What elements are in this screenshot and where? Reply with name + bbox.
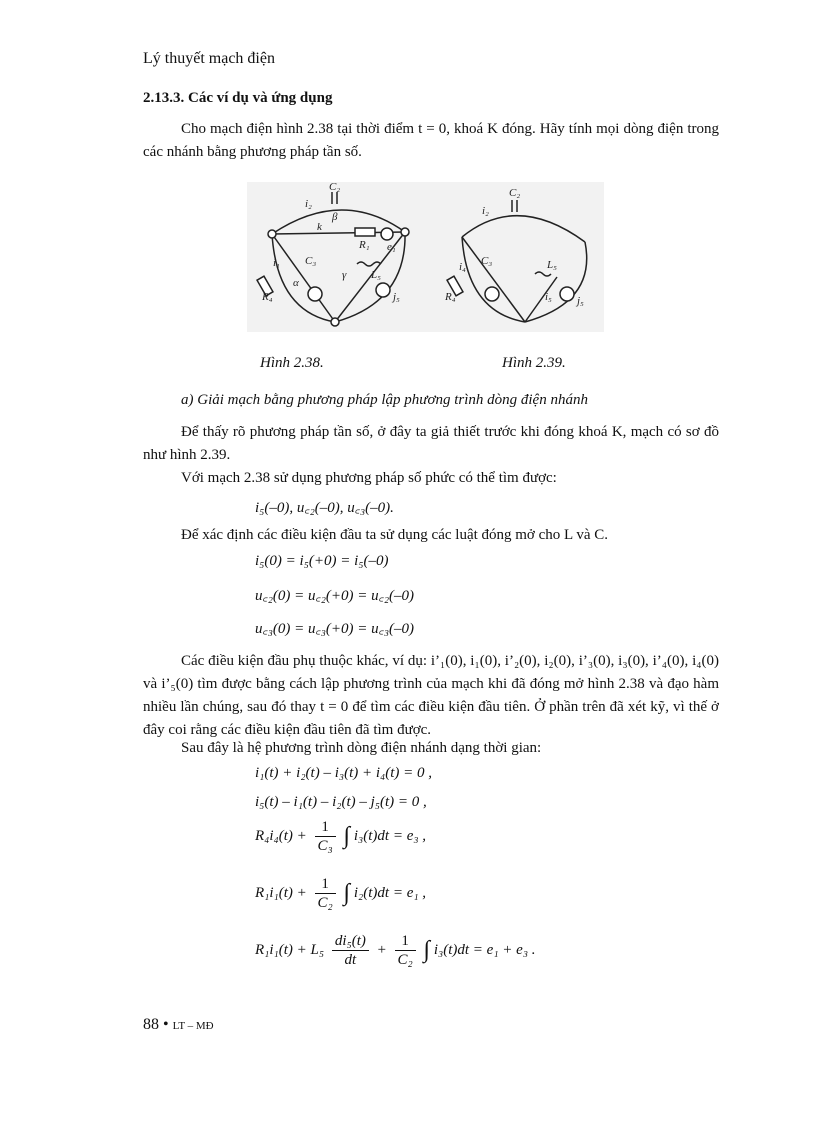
eq4-fraction [315, 875, 336, 912]
intro-paragraph: Cho mạch điện hình 2.38 tại thời điểm t = 0, khoá K đóng. Hãy tính mọi dòng điện trong các nhánh bằng phương pháp tần số. [143, 121, 719, 160]
eq5-derivative [332, 932, 369, 969]
figure-2-39 [447, 200, 587, 322]
eq4-rhs: i₂(t)dt = e₁ , [353, 884, 427, 901]
label-i2: i₂ [305, 198, 312, 210]
eq5-numerator: 1 [395, 932, 416, 951]
label-r1: R₁ [359, 239, 370, 251]
section-title: 2.13.3. Các ví dụ và ứng dụng [143, 90, 333, 106]
label-alpha: α [293, 277, 299, 289]
circuit-diagrams [247, 182, 604, 332]
system-eq-5 [255, 932, 536, 969]
label-k: k [317, 221, 322, 233]
eq5-lhs: R₁i₁(t) + L₅ [255, 941, 325, 958]
caption-fig-2-39: Hình 2.39. [502, 355, 566, 371]
eq5-fraction [395, 932, 416, 969]
label-l5: L₅ [371, 269, 381, 281]
eq5-denominator: C₂ [397, 952, 413, 968]
eq3-numerator: 1 [315, 818, 336, 837]
eq3-lhs: R₄i₄(t) + [255, 827, 307, 844]
eq-uc2: u꜀₂(0) = u꜀₂(+0) = u꜀₂(–0) [255, 588, 415, 604]
label-r4: R₄ [262, 291, 273, 303]
eq3-rhs: i₃(t)dt = e₃ , [353, 827, 427, 844]
eq3-denominator: C₃ [317, 838, 333, 854]
label-c2: C₂ [329, 182, 341, 193]
paragraph-3: Để xác định các điều kiện đầu ta sử dụng các luật đóng mở cho L và C. [181, 527, 609, 543]
integral-sign: ∫ [343, 880, 351, 906]
label-r4-b: R₄ [445, 291, 456, 303]
label-c3-b: C₃ [481, 255, 493, 267]
paragraph-1: Để thấy rõ phương pháp tần số, ở đây ta giả thiết trước khi đóng khoá K, mạch có sơ đồ như hình 2.39. [143, 424, 719, 463]
footer-label: LT – MĐ [172, 1020, 214, 1032]
figures-area [247, 182, 604, 332]
integral-sign: ∫ [423, 937, 431, 963]
label-j5-b: j₅ [577, 295, 584, 307]
eq-i5: i₅(0) = i₅(+0) = i₅(–0) [255, 553, 389, 569]
footer-bullet: • [163, 1016, 169, 1033]
eq3-fraction [315, 818, 336, 855]
eq4-lhs: R₁i₁(t) + [255, 884, 307, 901]
eq5-derivative-denominator: dt [344, 952, 357, 968]
label-e1: e₁ [387, 241, 396, 253]
label-j5: j₅ [393, 291, 400, 303]
running-header: Lý thuyết mạch điện [143, 50, 275, 67]
paragraph-4: Các điều kiện đầu phụ thuộc khác, ví dụ: i’₁(0), i₁(0), i’₂(0), i₂(0), i’₃(0), i₃(0), i’₄(0), i₄(0) và i’₅(0) tìm được bằng cách lập phương trình của mạch khi đã đóng mở hình 2.38 và đạo hàm nhiều lần chúng, sau đó thay t = 0 để tìm các điều kiện đầu tiên. Ở phần trên đã xét kỹ, vì thế ở đây coi rằng các điều kiện đầu tiên đã tìm được. [143, 653, 719, 738]
page-number: 88 [143, 1016, 159, 1033]
eq-initial-values: i₅(–0), u꜀₂(–0), u꜀₃(–0). [255, 500, 394, 516]
page-footer [143, 1016, 214, 1034]
label-l5-b: L₅ [547, 259, 557, 271]
eq5-plus: + [376, 941, 387, 958]
label-i4-b: i₄ [459, 261, 466, 273]
eq5-derivative-numerator: di₅(t) [332, 932, 369, 951]
label-i2-b: i₂ [482, 205, 489, 217]
eq4-denominator: C₂ [317, 895, 333, 911]
eq4-numerator: 1 [315, 875, 336, 894]
integral-sign: ∫ [343, 823, 351, 849]
paragraph-2: Với mạch 2.38 sử dụng phương pháp số phức có thể tìm được: [181, 470, 557, 486]
caption-fig-2-38: Hình 2.38. [260, 355, 324, 371]
system-eq-3 [255, 818, 426, 855]
label-gamma: γ [342, 269, 347, 281]
paragraph-5: Sau đây là hệ phương trình dòng điện nhánh dạng thời gian: [181, 740, 542, 756]
label-i5-b: i₅ [545, 291, 552, 303]
subheading-a: a) Giải mạch bằng phương pháp lập phương trình dòng điện nhánh [181, 392, 588, 408]
label-c2-b: C₂ [509, 187, 521, 199]
eq5-rhs: i₃(t)dt = e₁ + e₃ . [433, 941, 536, 958]
label-beta: β [332, 211, 338, 223]
label-c3: C₃ [305, 255, 317, 267]
system-eq-1: i₁(t) + i₂(t) – i₃(t) + i₄(t) = 0 , [255, 765, 433, 781]
system-eq-2: i₅(t) – i₁(t) – i₂(t) – j₅(t) = 0 , [255, 794, 427, 810]
system-eq-4 [255, 875, 426, 912]
label-i1: i₁ [273, 257, 280, 269]
eq-uc3: u꜀₃(0) = u꜀₃(+0) = u꜀₃(–0) [255, 621, 415, 637]
